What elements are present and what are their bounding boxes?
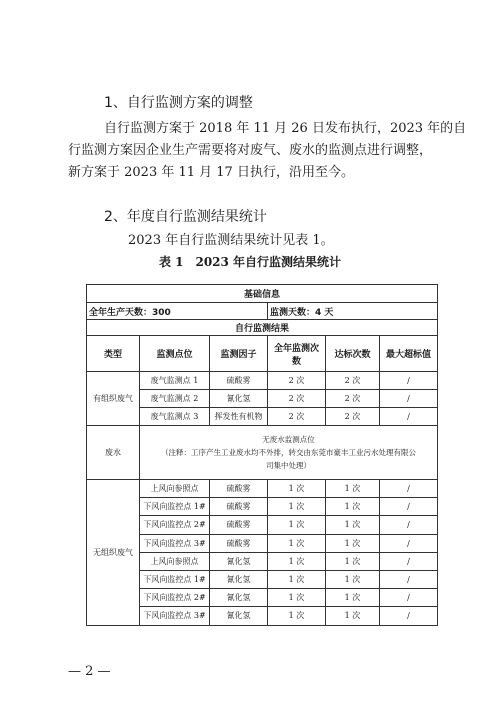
factor-cell: 氰化氢 xyxy=(210,552,268,570)
monitoring-results-table xyxy=(86,284,438,626)
table-row xyxy=(87,516,438,534)
times-cell: 1 次 xyxy=(268,589,326,607)
type-cell: 有组织废气 xyxy=(87,372,140,426)
pass-cell: 2 次 xyxy=(326,408,380,426)
wastewater-note-line: （注释：工序产生工业废水均不外排，转交由东莞市豪丰工业污水处理有限公 xyxy=(161,448,417,457)
point-cell: 废气监测点 1 xyxy=(140,372,210,390)
table-row xyxy=(87,372,438,390)
table-caption: 表 1 2023 年自行监测结果统计 xyxy=(158,255,342,269)
max-cell: / xyxy=(380,480,438,498)
factor-cell: 氰化氢 xyxy=(210,390,268,408)
table-row xyxy=(87,552,438,570)
header-type: 类型 xyxy=(87,336,140,372)
times-cell: 2 次 xyxy=(268,390,326,408)
table-row xyxy=(87,570,438,588)
section-1-heading: 1、自行监测方案的调整 xyxy=(104,95,253,111)
header-point: 监测点位 xyxy=(140,336,210,372)
pass-cell: 1 次 xyxy=(326,516,380,534)
pass-cell: 2 次 xyxy=(326,390,380,408)
point-cell: 上风向参照点 xyxy=(140,552,210,570)
factor-cell: 硫酸雾 xyxy=(210,480,268,498)
point-cell: 下风向监控点 3# xyxy=(140,534,210,552)
factor-cell: 挥发性有机物 xyxy=(210,408,268,426)
times-cell: 1 次 xyxy=(268,570,326,588)
times-cell: 2 次 xyxy=(268,408,326,426)
type-cell: 无组织废气 xyxy=(87,480,140,626)
results-title: 自行监测结果 xyxy=(87,320,438,336)
pass-cell: 1 次 xyxy=(326,534,380,552)
point-cell: 下风向监控点 1# xyxy=(140,570,210,588)
times-cell: 1 次 xyxy=(268,480,326,498)
table-row xyxy=(87,498,438,516)
point-cell: 废气监测点 3 xyxy=(140,408,210,426)
times-cell: 1 次 xyxy=(268,607,326,625)
point-cell: 废气监测点 2 xyxy=(140,390,210,408)
table-row xyxy=(87,426,438,480)
wastewater-note-cell xyxy=(140,426,438,480)
factor-cell: 硫酸雾 xyxy=(210,534,268,552)
max-cell: / xyxy=(380,516,438,534)
max-cell: / xyxy=(380,498,438,516)
point-cell: 下风向监控点 2# xyxy=(140,589,210,607)
pass-cell: 1 次 xyxy=(326,589,380,607)
pass-cell: 2 次 xyxy=(326,372,380,390)
pass-cell: 1 次 xyxy=(326,607,380,625)
section-1-line-3: 新方案于 2023 年 11 月 17 日执行，沿用至今。 xyxy=(68,165,354,180)
page-number: — 2 — xyxy=(68,664,111,679)
point-cell: 下风向监控点 1# xyxy=(140,498,210,516)
times-cell: 1 次 xyxy=(268,534,326,552)
pass-cell: 1 次 xyxy=(326,480,380,498)
section-1-line-1: 自行监测方案于 2018 年 11 月 26 日发布执行，2023 年的自 xyxy=(104,121,467,136)
factor-cell: 氰化氢 xyxy=(210,607,268,625)
pass-cell: 1 次 xyxy=(326,570,380,588)
wastewater-note-line: 无废水监测点位 xyxy=(262,435,315,444)
monitoring-days: 监测天数：4 天 xyxy=(268,303,438,320)
basic-info-title: 基础信息 xyxy=(87,285,438,303)
factor-cell: 硫酸雾 xyxy=(210,516,268,534)
pass-cell: 1 次 xyxy=(326,498,380,516)
times-cell: 1 次 xyxy=(268,498,326,516)
pass-cell: 1 次 xyxy=(326,552,380,570)
max-cell: / xyxy=(380,552,438,570)
factor-cell: 氰化氢 xyxy=(210,570,268,588)
table-row xyxy=(87,408,438,426)
header-pass-times: 达标次数 xyxy=(326,336,380,372)
table-row xyxy=(87,607,438,625)
table-row xyxy=(87,589,438,607)
section-1-line-2: 行监测方案因企业生产需要将对废气、废水的监测点进行调整， xyxy=(68,143,433,158)
max-cell: / xyxy=(380,607,438,625)
max-cell: / xyxy=(380,390,438,408)
max-cell: / xyxy=(380,408,438,426)
section-2-intro: 2023 年自行监测结果统计见表 1。 xyxy=(128,233,334,248)
point-cell: 上风向参照点 xyxy=(140,480,210,498)
factor-cell: 氰化氢 xyxy=(210,589,268,607)
max-cell: / xyxy=(380,534,438,552)
header-annual-times: 全年监测次数 xyxy=(268,336,326,372)
times-cell: 1 次 xyxy=(268,516,326,534)
times-cell: 1 次 xyxy=(268,552,326,570)
factor-cell: 硫酸雾 xyxy=(210,498,268,516)
header-max-exceed: 最大超标值 xyxy=(380,336,438,372)
section-2-heading: 2、年度自行监测结果统计 xyxy=(104,209,267,225)
table-row xyxy=(87,480,438,498)
max-cell: / xyxy=(380,372,438,390)
max-cell: / xyxy=(380,589,438,607)
type-cell: 废水 xyxy=(87,426,140,480)
production-days: 全年生产天数：300 xyxy=(87,303,268,320)
point-cell: 下风向监控点 3# xyxy=(140,607,210,625)
header-factor: 监测因子 xyxy=(210,336,268,372)
times-cell: 2 次 xyxy=(268,372,326,390)
max-cell: / xyxy=(380,570,438,588)
table-row xyxy=(87,534,438,552)
factor-cell: 硫酸雾 xyxy=(210,372,268,390)
wastewater-note-line: 司集中处理） xyxy=(266,461,312,470)
table-row xyxy=(87,390,438,408)
point-cell: 下风向监控点 2# xyxy=(140,516,210,534)
